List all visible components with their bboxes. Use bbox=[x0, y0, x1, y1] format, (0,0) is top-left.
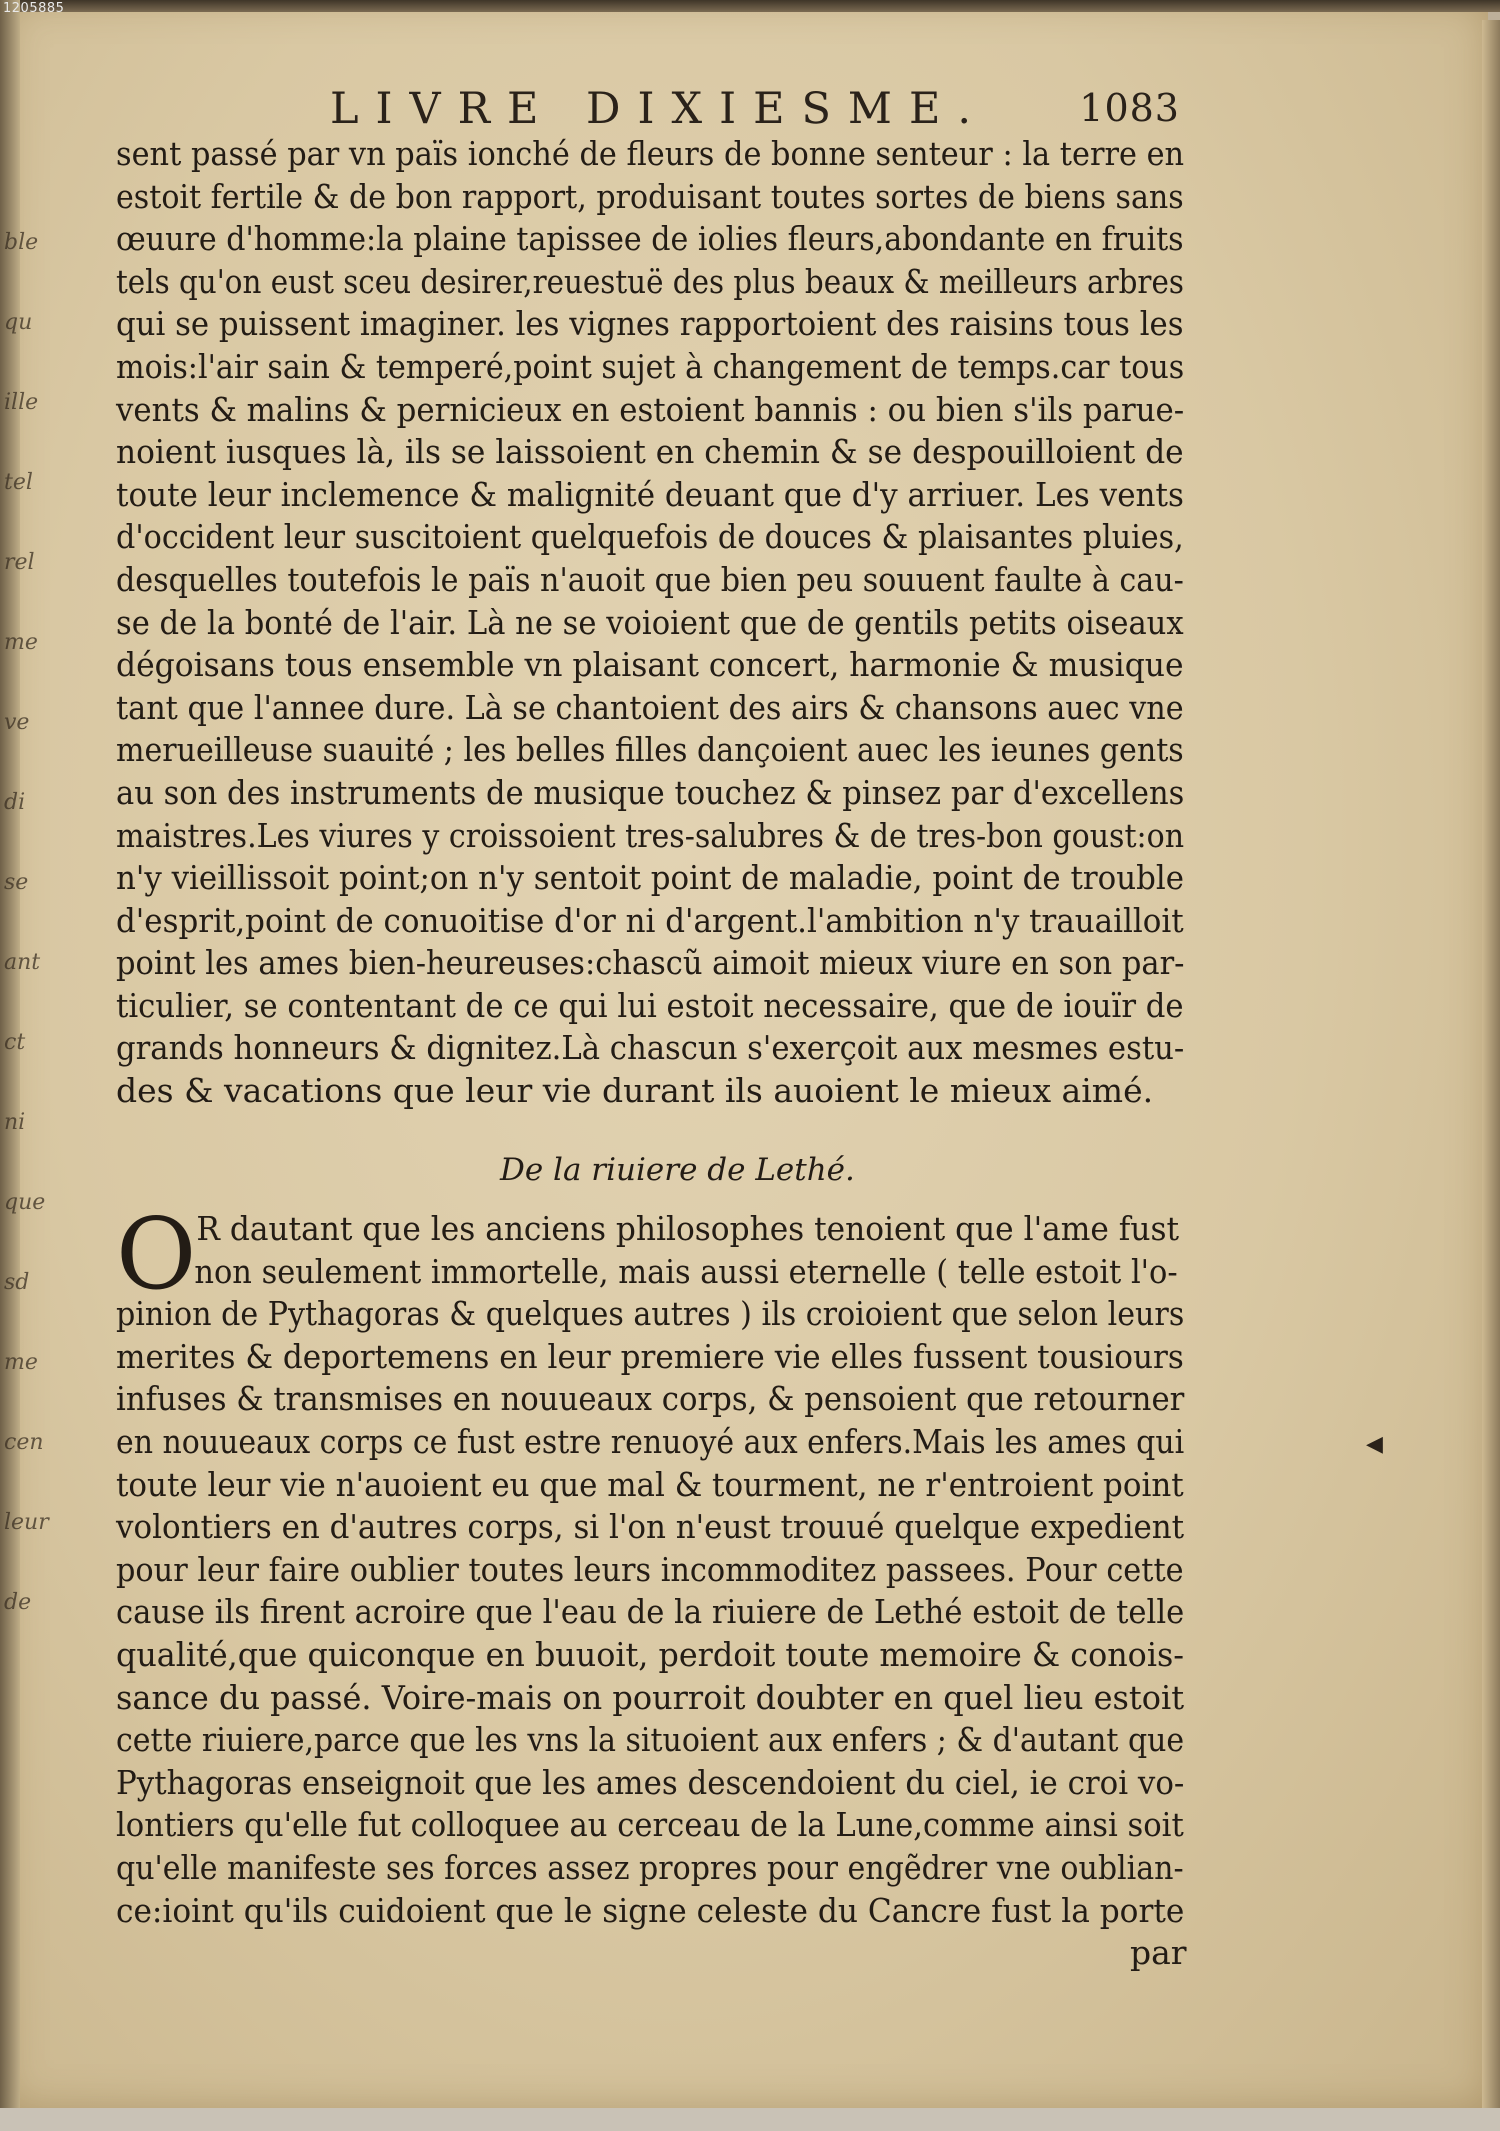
margin-fragment: leur bbox=[4, 1510, 49, 1535]
text-line: merites & deportemens en leur premiere vie elles fussent tousiours bbox=[116, 1336, 1184, 1376]
text-line: non seulement immortelle, mais aussi eternelle ( telle estoit l'o- bbox=[194, 1251, 1178, 1291]
catchword: par bbox=[1130, 1933, 1187, 1972]
margin-fragment: me bbox=[4, 1350, 38, 1375]
page-right-edge bbox=[1482, 20, 1500, 2108]
drop-capital: O bbox=[116, 1198, 197, 1312]
text-line: cause ils firent acroire que l'eau de la riuiere de Lethé estoit de telle bbox=[116, 1592, 1185, 1632]
scan-bottom-edge bbox=[0, 2108, 1500, 2131]
margin-fragment: ni bbox=[4, 1110, 26, 1135]
text-line: tels qu'on eust sceu desirer,reuestuë des plus beaux & meilleurs arbres bbox=[116, 261, 1184, 301]
margin-fragment: ve bbox=[4, 710, 30, 735]
margin-fragment: cen bbox=[4, 1430, 44, 1455]
margin-fragment: que bbox=[4, 1190, 46, 1215]
page-number: 1083 bbox=[1079, 86, 1180, 130]
text-line: mois:l'air sain & temperé,point sujet à changement de temps.car tous bbox=[116, 346, 1185, 386]
paragraph-2 bbox=[116, 1198, 1185, 1932]
text-line: d'occident leur suscitoient quelquefois de douces & plaisantes pluies, bbox=[116, 517, 1184, 557]
text-line: ce:ioint qu'ils cuidoient que le signe celeste du Cancre fust la porte bbox=[116, 1890, 1185, 1930]
margin-mark-icon: ◀ bbox=[1366, 1432, 1383, 1457]
text-line: noient iusques là, ils se laissoient en chemin & se despouilloient de bbox=[116, 432, 1184, 472]
text-line: en nouueaux corps ce fust estre renuoyé aux enfers.Mais les ames qui bbox=[116, 1421, 1185, 1461]
text-line: desquelles toutefois le païs n'auoit que bien peu souuent faulte à cau- bbox=[116, 559, 1184, 599]
image-id-label: 1205885 bbox=[3, 1, 65, 16]
text-line: toute leur vie n'auoient eu que mal & tourment, ne r'entroient point bbox=[116, 1464, 1184, 1504]
text-line: qualité,que quiconque en buuoit, perdoit toute memoire & conois- bbox=[116, 1634, 1185, 1674]
paragraph-1 bbox=[116, 133, 1184, 1113]
margin-fragment: ble bbox=[4, 230, 39, 255]
running-head bbox=[330, 84, 1210, 140]
margin-fragment: ant bbox=[4, 950, 41, 975]
margin-fragment: di bbox=[4, 790, 26, 815]
text-line: merueilleuse suauité ; les belles filles dançoient auec les ieunes gents bbox=[116, 730, 1184, 770]
text-line: grands honneurs & dignitez.Là chascun s'exerçoit aux mesmes estu- bbox=[116, 1028, 1185, 1068]
text-line: infuses & transmises en nouueaux corps, & pensoient que retourner bbox=[116, 1379, 1185, 1419]
margin-fragment: de bbox=[4, 1590, 32, 1615]
margin-fragment: rel bbox=[4, 550, 35, 575]
text-line: estoit fertile & de bon rapport, produisant toutes sortes de biens sans bbox=[116, 176, 1184, 216]
margin-fragment: tel bbox=[4, 470, 33, 495]
margin-fragment: me bbox=[4, 630, 38, 655]
text-line: point les ames bien-heureuses:chascũ aimoit mieux viure en son par- bbox=[116, 943, 1185, 983]
text-line: cette riuiere,parce que les vns la situoient aux enfers ; & d'autant que bbox=[116, 1720, 1185, 1760]
text-line: ticulier, se contentant de ce qui lui estoit necessaire, que de iouïr de bbox=[116, 985, 1184, 1025]
text-line: n'y vieillissoit point;on n'y sentoit point de maladie, point de trouble bbox=[116, 858, 1184, 898]
margin-fragment: ct bbox=[4, 1030, 26, 1055]
text-line: d'esprit,point de conuoitise d'or ni d'argent.l'ambition n'y trauailloit bbox=[116, 900, 1184, 940]
text-line: Pythagoras enseignoit que les ames descendoient du ciel, ie croi vo- bbox=[116, 1762, 1185, 1802]
text-line: volontiers en d'autres corps, si l'on n'eust trouué quelque expedient bbox=[116, 1507, 1185, 1547]
text-line: tant que l'annee dure. Là se chantoient des airs & chansons auec vne bbox=[116, 687, 1184, 727]
text-line: qu'elle manifeste ses forces assez propres pour engẽdrer vne oublian- bbox=[116, 1847, 1184, 1887]
text-line: R dautant que les anciens philosophes tenoient que l'ame fust bbox=[196, 1209, 1180, 1248]
text-line: dégoisans tous ensemble vn plaisant concert, harmonie & musique bbox=[116, 645, 1184, 685]
text-line: qui se puissent imaginer. les vignes rapportoient des raisins tous les bbox=[116, 304, 1184, 344]
text-line: des & vacations que leur vie durant ils auoient le mieux aimé. bbox=[116, 1071, 1154, 1111]
section-heading: De la riuiere de Lethé. bbox=[500, 1152, 855, 1188]
margin-fragment: ille bbox=[4, 390, 39, 415]
margin-fragment: qu bbox=[4, 310, 33, 335]
text-line: vents & malins & pernicieux en estoient bannis : ou bien s'ils parue- bbox=[116, 389, 1185, 429]
margin-fragment: sd bbox=[4, 1270, 30, 1295]
text-line: se de la bonté de l'air. Là ne se voioient que de gentils petits oiseaux bbox=[116, 602, 1184, 642]
text-line: sance du passé. Voire-mais on pourroit doubter en quel lieu estoit bbox=[116, 1677, 1185, 1717]
running-title: LIVRE DIXIESME. bbox=[330, 84, 989, 134]
text-line: lontiers qu'elle fut colloquee au cerceau de la Lune,comme ainsi soit bbox=[116, 1805, 1184, 1845]
text-line: œuure d'homme:la plaine tapissee de iolies fleurs,abondante en fruits bbox=[116, 219, 1184, 259]
text-line: toute leur inclemence & malignité deuant que d'y arriuer. Les vents bbox=[116, 474, 1184, 514]
text-line: maistres.Les viures y croissoient tres-salubres & de tres-bon goust:on bbox=[116, 815, 1185, 855]
text-line: sent passé par vn païs ionché de fleurs de bonne senteur : la terre en bbox=[116, 134, 1185, 173]
margin-fragment: se bbox=[4, 870, 29, 895]
scan-top-edge bbox=[0, 0, 1500, 12]
text-line: pinion de Pythagoras & quelques autres ) ils croioient que selon leurs bbox=[116, 1294, 1185, 1334]
text-line: pour leur faire oublier toutes leurs incommoditez passees. Pour cette bbox=[116, 1549, 1184, 1589]
text-line: au son des instruments de musique touchez & pinsez par d'excellens bbox=[116, 772, 1185, 812]
